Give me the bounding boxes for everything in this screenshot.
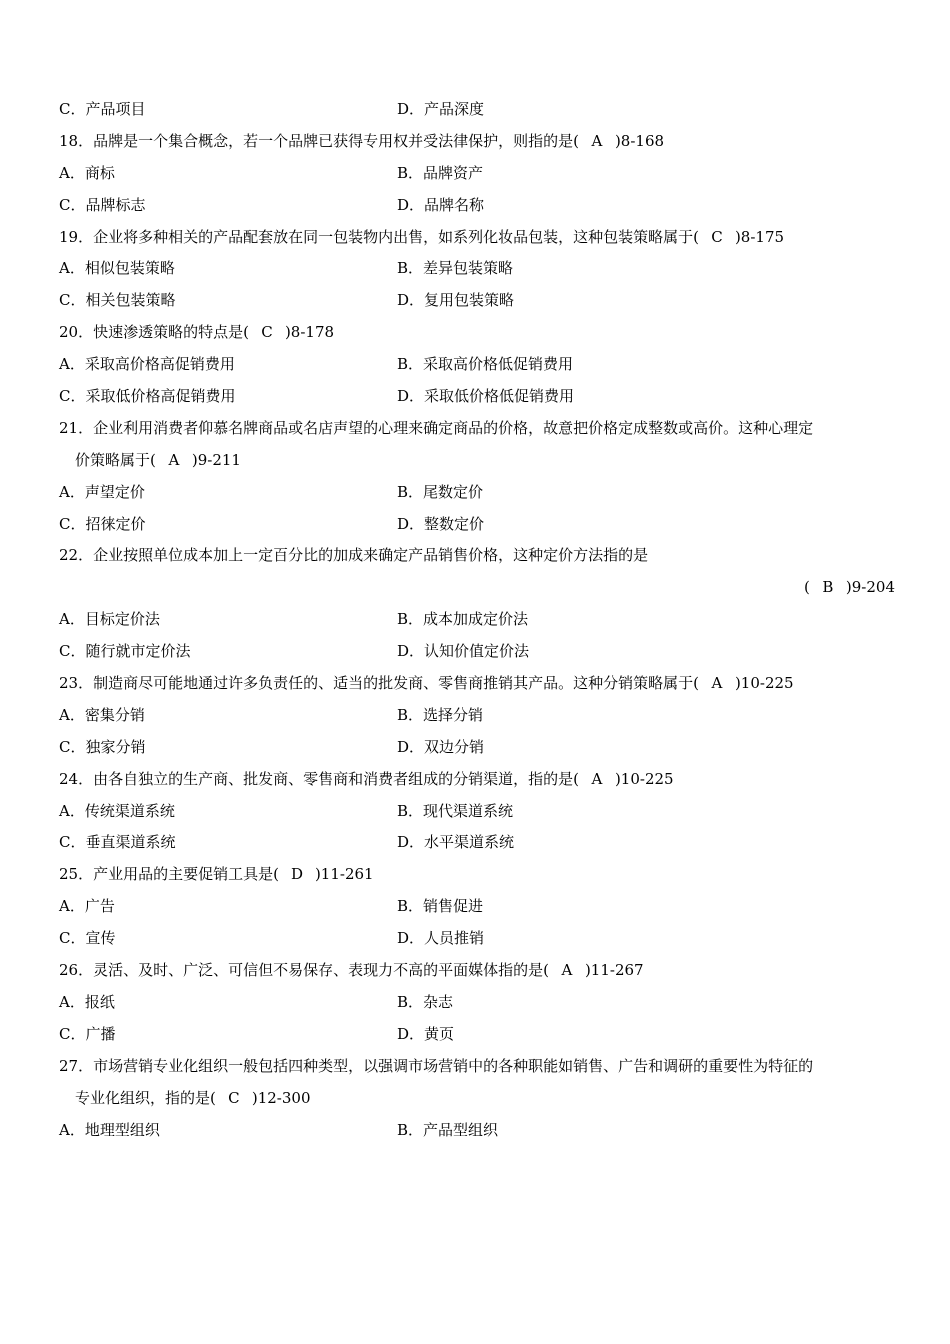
option-text: A．声望定价 [59, 482, 145, 501]
page-reference: )8-168 [614, 131, 665, 150]
question-stem: 专业化组织，指的是( [75, 1088, 216, 1107]
option-row [59, 636, 895, 668]
option-row [59, 158, 895, 190]
page-reference: )10-225 [734, 674, 794, 693]
option-text: D．产品深度 [397, 100, 485, 118]
option-row [59, 1019, 895, 1051]
option-text: A．采取高价格高促销费用 [59, 355, 235, 374]
option-text: B．现代渠道系统 [397, 801, 514, 820]
answer-letter: C [711, 227, 723, 246]
question-stem: 21．企业利用消费者仰慕名牌商品或名店声望的心理来确定商品的价格，故意把价格定成整数或高价。这种心理定 [59, 418, 814, 437]
question-text [59, 1051, 895, 1083]
question-stem: 价策略属于( [75, 450, 156, 469]
page-reference: )9-204 [845, 578, 895, 597]
option-row [59, 349, 895, 381]
option-row [59, 190, 895, 222]
option-text: B．采取高价格低促销费用 [397, 355, 574, 374]
answer-letter: A [168, 450, 180, 469]
option-text: D．人员推销 [397, 929, 485, 948]
option-text: A．报纸 [59, 992, 115, 1011]
page-reference: )12-300 [251, 1088, 311, 1107]
option-text: B．尾数定价 [397, 482, 484, 501]
option-text: B．销售促进 [397, 897, 484, 916]
question-stem: 24．由各自独立的生产商、批发商、零售商和消费者组成的分销渠道，指的是( [59, 769, 579, 788]
option-row [59, 796, 895, 828]
option-text: C．随行就市定价法 [59, 642, 191, 661]
question-stem: 20．快速渗透策略的特点是( [59, 323, 249, 342]
option-text: B．品牌资产 [397, 163, 484, 182]
question-line [59, 317, 895, 349]
question-stem: 25．产业用品的主要促销工具是( [59, 865, 279, 884]
option-text: A．密集分销 [59, 705, 145, 724]
option-row [59, 827, 895, 859]
page-reference: )11-267 [584, 961, 644, 980]
page-reference: )8-178 [284, 323, 335, 342]
question-text [59, 540, 895, 572]
option-text: C．广播 [59, 1024, 116, 1043]
question-line [59, 764, 895, 796]
question-text [59, 413, 895, 445]
answer-letter: A [591, 131, 603, 150]
option-text: C．采取低价格高促销费用 [59, 387, 236, 406]
option-text: C．独家分销 [59, 737, 146, 756]
option-text: B．产品型组织 [397, 1120, 499, 1139]
answer-letter: A [711, 674, 723, 693]
answer-letter: C [228, 1088, 240, 1107]
page-reference: )10-225 [614, 769, 674, 788]
page-reference: )9-211 [191, 450, 241, 469]
question-stem: 19．企业将多种相关的产品配套放在同一包装物内出售，如系列化妆品包装，这种包装策略属于( [59, 227, 699, 246]
option-text: D．黄页 [397, 1024, 455, 1043]
option-text: A．商标 [59, 163, 115, 182]
option-text: C．品牌标志 [59, 195, 146, 214]
question-line [59, 668, 895, 700]
question-stem: 23．制造商尽可能地通过许多负责任的、适当的批发商、零售商推销其产品。这种分销策略属于( [59, 674, 699, 693]
question-stem: 18．品牌是一个集合概念，若一个品牌已获得专用权并受法律保护，则指的是( [59, 131, 579, 150]
option-row [59, 509, 895, 541]
option-text: D．双边分销 [397, 737, 485, 756]
question-stem: 27．市场营销专业化组织一般包括四种类型，以强调市场营销中的各种职能如销售、广告和调研的重要性为特征的 [59, 1056, 814, 1075]
answer-letter: A [561, 961, 573, 980]
option-text: C．招徕定价 [59, 514, 146, 533]
option-text: A．传统渠道系统 [59, 801, 175, 820]
option-row [59, 891, 895, 923]
option-row [59, 700, 895, 732]
answer-letter: A [591, 769, 603, 788]
page-reference: )11-261 [314, 865, 374, 884]
option-row [59, 1115, 895, 1147]
question-line [59, 572, 895, 604]
exam-page [59, 94, 895, 1146]
option-text: A．相似包装策略 [59, 259, 175, 278]
answer-letter: B [822, 578, 834, 597]
option-row [59, 381, 895, 413]
answer-letter: D [290, 865, 303, 884]
question-line [59, 222, 895, 254]
option-row [59, 732, 895, 764]
page-reference: )8-175 [734, 227, 785, 246]
option-text: D．复用包装策略 [397, 291, 515, 310]
option-text: A．地理型组织 [59, 1120, 160, 1139]
option-row [59, 253, 895, 285]
question-line [59, 1083, 895, 1115]
option-text: B．选择分销 [397, 705, 484, 724]
option-text: D．认知价值定价法 [397, 642, 530, 661]
option-text: C．产品项目 [59, 100, 146, 118]
option-text: B．差异包装策略 [397, 259, 514, 278]
option-text: D．品牌名称 [397, 195, 485, 214]
option-text: C．垂直渠道系统 [59, 833, 176, 852]
option-text: D．采取低价格低促销费用 [397, 387, 575, 406]
question-stem: 26．灵活、及时、广泛、可信但不易保存、表现力不高的平面媒体指的是( [59, 961, 549, 980]
option-row [59, 923, 895, 955]
question-stem: 22．企业按照单位成本加上一定百分比的加成来确定产品销售价格，这种定价方法指的是 [59, 546, 649, 565]
option-row [59, 477, 895, 509]
option-row [59, 987, 895, 1019]
question-line [59, 445, 895, 477]
option-text: D．整数定价 [397, 514, 485, 533]
question-stem: ( [804, 578, 810, 597]
question-line [59, 126, 895, 158]
option-row [59, 604, 895, 636]
question-line [59, 955, 895, 987]
answer-letter: C [261, 323, 273, 342]
option-text: D．水平渠道系统 [397, 833, 515, 852]
option-row [59, 94, 895, 126]
option-text: B．杂志 [397, 992, 454, 1011]
option-text: A．目标定价法 [59, 610, 160, 629]
option-text: C．相关包装策略 [59, 291, 176, 310]
option-row [59, 285, 895, 317]
option-text: C．宣传 [59, 929, 116, 948]
option-text: A．广告 [59, 897, 115, 916]
question-line [59, 859, 895, 891]
option-text: B．成本加成定价法 [397, 610, 529, 629]
